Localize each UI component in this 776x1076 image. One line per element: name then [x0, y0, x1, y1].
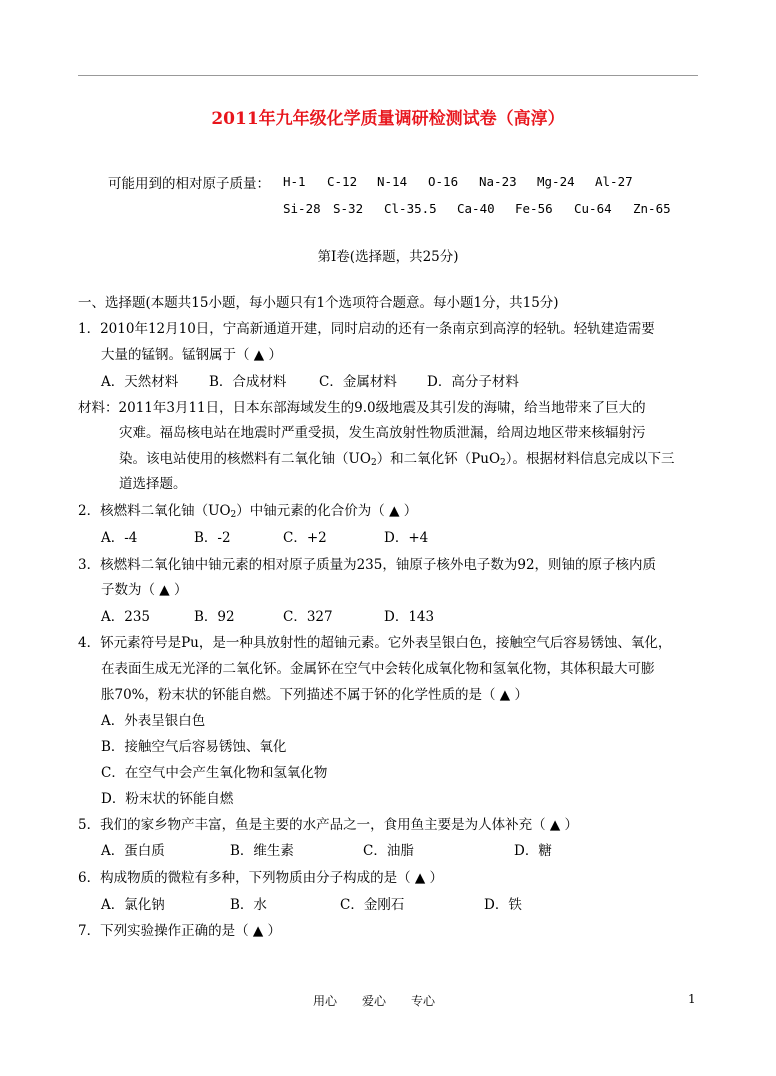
mass-na: Na-23 [479, 174, 517, 189]
mass-s: S-32 [333, 201, 364, 216]
q4-line1: 4．钚元素符号是Pu，是一种具放射性的超铀元素。它外表呈银白色，接触空气后容易锈蚀、氧化， [78, 635, 672, 651]
q4-option-a: A．外表呈银白色 [101, 713, 206, 729]
mass-mg: Mg-24 [537, 174, 575, 189]
q2-option-d: D．+4 [384, 530, 429, 546]
page-number: 1 [688, 992, 696, 1006]
q3-option-d: D．143 [384, 609, 435, 625]
q1-option-c: C．金属材料 [319, 374, 397, 390]
mass-h: H-1 [283, 174, 306, 189]
section-heading: 第Ⅰ卷(选择题，共25分) [317, 249, 459, 265]
material-line3: 染。该电站使用的核燃料有二氧化铀$(UO_2)$和二氧化钚（PuO$_2$）。根据材料信息完成以下三 [119, 451, 675, 468]
q5-option-d: D．糖 [514, 843, 552, 859]
q3-option-c: C．327 [283, 609, 333, 625]
q1-option-a: A．天然材料 [101, 374, 179, 390]
q5-line1: 5．我们的家乡物产丰富，鱼是主要的水产品之一，食用鱼主要是为人体补充（ ▲ ） [78, 817, 579, 833]
q6-option-a: A．氯化钠 [101, 897, 165, 913]
mass-si: Si-28 [283, 201, 321, 216]
q6-option-d: D．铁 [484, 897, 522, 913]
q1-option-b: B．合成材料 [209, 374, 287, 390]
q5-option-b: B．维生素 [230, 843, 294, 859]
q5-option-a: A．蛋白质 [101, 843, 165, 859]
q6-option-c: C．金刚石 [340, 897, 405, 913]
q1-line1: 1．2010年12月10日，宁高新通道开建，同时启动的还有一条南京到高淳的轻轨。轻轨建造需要 [78, 321, 655, 337]
mass-c: C-12 [327, 174, 358, 189]
q7-line1: 7．下列实验操作正确的是（ ▲ ） [78, 923, 282, 939]
q2-line1: 2．核燃料二氧化铀$(UO_2)$中铀元素的化合价为（ ▲ ） [78, 503, 418, 520]
q2-option-c: C．+2 [283, 530, 327, 546]
q1-option-d: D．高分子材料 [427, 374, 519, 390]
q4-option-b: B．接触空气后容易锈蚀、氧化 [101, 739, 287, 755]
q3-line2: 子数为（ ▲ ） [101, 582, 188, 598]
q4-line3: 胀70%，粉末状的钚能自燃。下列描述不属于钚的化学性质的是（ ▲ ） [101, 687, 528, 703]
header-rule [78, 75, 698, 76]
q4-option-c: C．在空气中会产生氧化物和氢氧化物 [101, 765, 328, 781]
q3-option-a: A．235 [101, 609, 151, 625]
mass-cu: Cu-64 [574, 201, 612, 216]
q2-option-b: B．-2 [194, 530, 231, 546]
footer-motto-3: 专心 [411, 994, 436, 1008]
q4-option-d: D．粉末状的钚能自燃 [101, 791, 234, 807]
mass-n: N-14 [377, 174, 408, 189]
mass-o: O-16 [428, 174, 459, 189]
q6-option-b: B．水 [230, 897, 267, 913]
q2-option-a: A．-4 [101, 530, 138, 546]
mass-zn: Zn-65 [633, 201, 671, 216]
mass-al: Al-27 [595, 174, 633, 189]
q3-option-b: B．92 [194, 609, 235, 625]
material-line1: 材料：2011年3月11日，日本东部海域发生的9.0级地震及其引发的海啸，给当地带来了巨大的 [78, 400, 646, 416]
material-line4: 道选择题。 [119, 476, 187, 492]
material-line2: 灾难。福岛核电站在地震时严重受损，发生高放射性物质泄漏，给周边地区带来核辐射污 [119, 425, 646, 441]
mass-cl: Cl-35.5 [384, 201, 437, 216]
q3-line1: 3．核燃料二氧化铀中铀元素的相对原子质量为235，铀原子核外电子数为92，则铀的原子核内质 [78, 557, 657, 573]
part1-heading: 一、选择题(本题共15小题，每小题只有1个选项符合题意。每小题1分，共15分) [78, 295, 559, 311]
mass-fe: Fe-56 [515, 201, 553, 216]
q1-line2: 大量的锰钢。锰钢属于（ ▲ ） [101, 347, 282, 363]
mass-ca: Ca-40 [457, 201, 495, 216]
footer-motto-1: 用心 [313, 994, 338, 1008]
page-title: 2011年九年级化学质量调研检测试卷（高淳） [211, 109, 565, 129]
q5-option-c: C．油脂 [363, 843, 414, 859]
masses-label: 可能用到的相对原子质量： [108, 176, 270, 192]
footer-motto-2: 爱心 [362, 994, 387, 1008]
q6-line1: 6．构成物质的微粒有多种，下列物质由分子构成的是（ ▲ ） [78, 870, 444, 886]
q4-line2: 在表面生成无光泽的二氧化钚。金属钚在空气中会转化成氧化物和氢氧化物，其体积最大可膨 [101, 661, 655, 677]
